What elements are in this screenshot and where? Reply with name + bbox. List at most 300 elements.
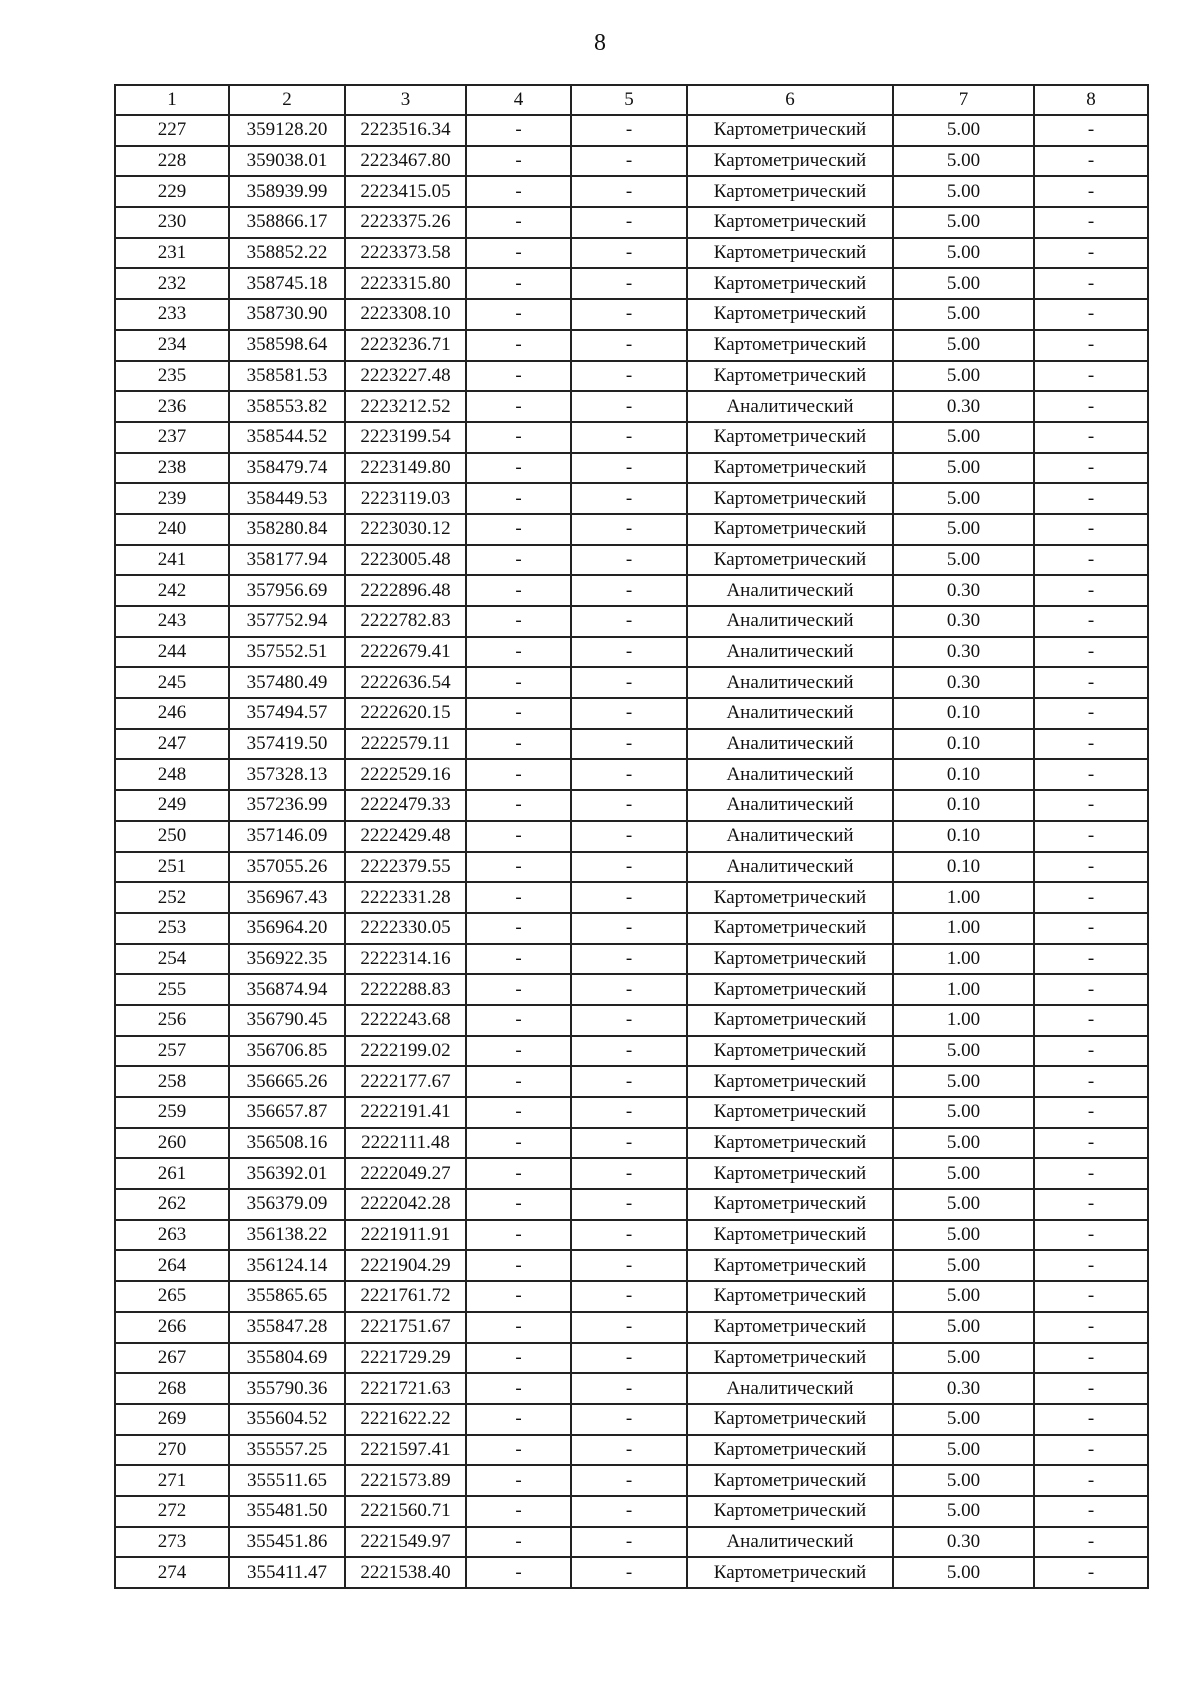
table-cell: - bbox=[571, 790, 687, 821]
table-cell: - bbox=[571, 944, 687, 975]
column-header: 7 bbox=[893, 85, 1034, 115]
table-cell: 2223516.34 bbox=[345, 115, 466, 146]
table-cell: 2222049.27 bbox=[345, 1158, 466, 1189]
table-cell: Аналитический bbox=[687, 606, 893, 637]
table-cell: 2222429.48 bbox=[345, 821, 466, 852]
table-cell: 357236.99 bbox=[229, 790, 345, 821]
table-cell: 0.10 bbox=[893, 698, 1034, 729]
table-cell: Картометрический bbox=[687, 882, 893, 913]
table-cell: Аналитический bbox=[687, 729, 893, 760]
table-cell: - bbox=[466, 361, 571, 392]
table-cell: - bbox=[466, 514, 571, 545]
column-header: 5 bbox=[571, 85, 687, 115]
table-cell: 2223375.26 bbox=[345, 207, 466, 238]
table-cell: 356790.45 bbox=[229, 1005, 345, 1036]
table-row bbox=[115, 1281, 1148, 1312]
table-row bbox=[115, 1312, 1148, 1343]
table-cell: - bbox=[466, 545, 571, 576]
table-cell: 249 bbox=[115, 790, 229, 821]
table-cell: - bbox=[571, 1158, 687, 1189]
table-cell: - bbox=[1034, 944, 1148, 975]
coordinates-table bbox=[114, 84, 1149, 1589]
table-cell: - bbox=[1034, 729, 1148, 760]
table-row bbox=[115, 1189, 1148, 1220]
table-cell: 5.00 bbox=[893, 1312, 1034, 1343]
table-cell: 268 bbox=[115, 1373, 229, 1404]
table-cell: Картометрический bbox=[687, 1281, 893, 1312]
table-cell: 0.10 bbox=[893, 729, 1034, 760]
table-row bbox=[115, 1527, 1148, 1558]
table-row bbox=[115, 1373, 1148, 1404]
table-cell: 5.00 bbox=[893, 146, 1034, 177]
table-cell: 355804.69 bbox=[229, 1343, 345, 1374]
table-cell: - bbox=[1034, 1435, 1148, 1466]
table-cell: - bbox=[571, 391, 687, 422]
table-cell: - bbox=[466, 268, 571, 299]
table-row bbox=[115, 361, 1148, 392]
table-cell: 244 bbox=[115, 637, 229, 668]
table-cell: Картометрический bbox=[687, 1189, 893, 1220]
table-cell: 231 bbox=[115, 238, 229, 269]
table-cell: - bbox=[571, 1496, 687, 1527]
table-cell: Аналитический bbox=[687, 759, 893, 790]
table-cell: - bbox=[466, 1036, 571, 1067]
table-cell: - bbox=[1034, 207, 1148, 238]
table-cell: - bbox=[466, 637, 571, 668]
table-cell: - bbox=[466, 1066, 571, 1097]
table-row bbox=[115, 1005, 1148, 1036]
table-cell: - bbox=[466, 1189, 571, 1220]
table-cell: 0.30 bbox=[893, 606, 1034, 637]
table-cell: - bbox=[466, 1527, 571, 1558]
table-cell: - bbox=[571, 1465, 687, 1496]
table-cell: Аналитический bbox=[687, 1373, 893, 1404]
table-cell: - bbox=[466, 1465, 571, 1496]
table-cell: 356874.94 bbox=[229, 974, 345, 1005]
table-cell: - bbox=[466, 882, 571, 913]
table-row bbox=[115, 1220, 1148, 1251]
table-row bbox=[115, 1158, 1148, 1189]
table-cell: - bbox=[571, 882, 687, 913]
table-row bbox=[115, 1557, 1148, 1588]
table-cell: Картометрический bbox=[687, 1066, 893, 1097]
table-cell: 239 bbox=[115, 483, 229, 514]
table-row bbox=[115, 1066, 1148, 1097]
table-cell: - bbox=[1034, 759, 1148, 790]
table-cell: - bbox=[466, 1128, 571, 1159]
table-cell: Аналитический bbox=[687, 667, 893, 698]
table-cell: 237 bbox=[115, 422, 229, 453]
column-header: 8 bbox=[1034, 85, 1148, 115]
table-cell: - bbox=[466, 115, 571, 146]
table-cell: 355790.36 bbox=[229, 1373, 345, 1404]
table-cell: 357328.13 bbox=[229, 759, 345, 790]
table-row bbox=[115, 1496, 1148, 1527]
table-cell: 0.10 bbox=[893, 790, 1034, 821]
table-cell: 259 bbox=[115, 1097, 229, 1128]
table-cell: 2221911.91 bbox=[345, 1220, 466, 1251]
table-cell: 2222331.28 bbox=[345, 882, 466, 913]
table-cell: 261 bbox=[115, 1158, 229, 1189]
table-cell: 273 bbox=[115, 1527, 229, 1558]
table-cell: Картометрический bbox=[687, 1557, 893, 1588]
table-row bbox=[115, 1404, 1148, 1435]
table-cell: - bbox=[1034, 1312, 1148, 1343]
table-cell: - bbox=[1034, 1036, 1148, 1067]
table-cell: 274 bbox=[115, 1557, 229, 1588]
table-cell: - bbox=[466, 1496, 571, 1527]
table-cell: - bbox=[466, 1557, 571, 1588]
table-cell: 2221622.22 bbox=[345, 1404, 466, 1435]
table-cell: Картометрический bbox=[687, 330, 893, 361]
table-cell: - bbox=[466, 207, 571, 238]
table-cell: - bbox=[1034, 422, 1148, 453]
table-row bbox=[115, 944, 1148, 975]
table-cell: Картометрический bbox=[687, 453, 893, 484]
table-cell: 2222199.02 bbox=[345, 1036, 466, 1067]
table-cell: 358177.94 bbox=[229, 545, 345, 576]
table-cell: - bbox=[571, 483, 687, 514]
table-row bbox=[115, 698, 1148, 729]
table-cell: Аналитический bbox=[687, 637, 893, 668]
table-cell: - bbox=[1034, 514, 1148, 545]
table-cell: Картометрический bbox=[687, 1097, 893, 1128]
table-cell: 357552.51 bbox=[229, 637, 345, 668]
table-cell: 2222177.67 bbox=[345, 1066, 466, 1097]
table-cell: - bbox=[1034, 821, 1148, 852]
table-cell: - bbox=[571, 1435, 687, 1466]
table-cell: - bbox=[571, 1527, 687, 1558]
table-cell: Аналитический bbox=[687, 790, 893, 821]
table-cell: 2222529.16 bbox=[345, 759, 466, 790]
table-cell: 2222379.55 bbox=[345, 852, 466, 883]
table-cell: 5.00 bbox=[893, 1343, 1034, 1374]
table-cell: 252 bbox=[115, 882, 229, 913]
table-cell: 5.00 bbox=[893, 238, 1034, 269]
table-cell: 251 bbox=[115, 852, 229, 883]
table-cell: 5.00 bbox=[893, 1066, 1034, 1097]
table-cell: - bbox=[466, 1312, 571, 1343]
table-cell: - bbox=[466, 852, 571, 883]
table-cell: 254 bbox=[115, 944, 229, 975]
table-cell: - bbox=[1034, 1220, 1148, 1251]
table-cell: - bbox=[466, 944, 571, 975]
table-cell: - bbox=[1034, 146, 1148, 177]
table-cell: 5.00 bbox=[893, 330, 1034, 361]
table-cell: - bbox=[466, 1404, 571, 1435]
table-cell: 230 bbox=[115, 207, 229, 238]
table-cell: Картометрический bbox=[687, 238, 893, 269]
table-cell: 358544.52 bbox=[229, 422, 345, 453]
table-cell: - bbox=[466, 1343, 571, 1374]
table-cell: - bbox=[1034, 1465, 1148, 1496]
table-cell: 2221549.97 bbox=[345, 1527, 466, 1558]
table-row bbox=[115, 637, 1148, 668]
table-cell: 356706.85 bbox=[229, 1036, 345, 1067]
table-cell: Картометрический bbox=[687, 944, 893, 975]
table-row bbox=[115, 1128, 1148, 1159]
table-cell: 265 bbox=[115, 1281, 229, 1312]
table-row bbox=[115, 1465, 1148, 1496]
table-cell: 355411.47 bbox=[229, 1557, 345, 1588]
table-cell: 246 bbox=[115, 698, 229, 729]
table-row bbox=[115, 575, 1148, 606]
table-cell: 2222111.48 bbox=[345, 1128, 466, 1159]
table-cell: 266 bbox=[115, 1312, 229, 1343]
table-cell: - bbox=[571, 1281, 687, 1312]
table-cell: - bbox=[571, 637, 687, 668]
table-cell: - bbox=[571, 545, 687, 576]
table-cell: 0.10 bbox=[893, 821, 1034, 852]
table-cell: 5.00 bbox=[893, 453, 1034, 484]
table-cell: Аналитический bbox=[687, 821, 893, 852]
table-cell: - bbox=[571, 698, 687, 729]
table-cell: 356392.01 bbox=[229, 1158, 345, 1189]
table-cell: 2222330.05 bbox=[345, 913, 466, 944]
table-cell: 357752.94 bbox=[229, 606, 345, 637]
table-cell: - bbox=[466, 453, 571, 484]
table-cell: 233 bbox=[115, 299, 229, 330]
table-cell: 2222479.33 bbox=[345, 790, 466, 821]
table-cell: Картометрический bbox=[687, 514, 893, 545]
table-cell: - bbox=[1034, 299, 1148, 330]
table-cell: - bbox=[1034, 913, 1148, 944]
table-cell: 241 bbox=[115, 545, 229, 576]
table-cell: - bbox=[571, 514, 687, 545]
table-cell: - bbox=[1034, 1005, 1148, 1036]
table-row bbox=[115, 115, 1148, 146]
table-cell: 358866.17 bbox=[229, 207, 345, 238]
table-cell: 356967.43 bbox=[229, 882, 345, 913]
table-row bbox=[115, 1250, 1148, 1281]
table-cell: 5.00 bbox=[893, 1036, 1034, 1067]
table-cell: 2223199.54 bbox=[345, 422, 466, 453]
table-cell: - bbox=[1034, 1496, 1148, 1527]
table-cell: 229 bbox=[115, 176, 229, 207]
table-cell: 5.00 bbox=[893, 1097, 1034, 1128]
table-cell: - bbox=[1034, 545, 1148, 576]
table-row bbox=[115, 974, 1148, 1005]
table-cell: 355865.65 bbox=[229, 1281, 345, 1312]
table-cell: 2221729.29 bbox=[345, 1343, 466, 1374]
table-cell: 5.00 bbox=[893, 115, 1034, 146]
table-cell: 358939.99 bbox=[229, 176, 345, 207]
column-header: 3 bbox=[345, 85, 466, 115]
table-cell: 359128.20 bbox=[229, 115, 345, 146]
table-cell: 2223415.05 bbox=[345, 176, 466, 207]
table-row bbox=[115, 606, 1148, 637]
table-row bbox=[115, 268, 1148, 299]
table-row bbox=[115, 207, 1148, 238]
page-number: 8 bbox=[594, 30, 606, 56]
table-cell: - bbox=[1034, 637, 1148, 668]
table-cell: 358449.53 bbox=[229, 483, 345, 514]
table-cell: - bbox=[571, 1250, 687, 1281]
table-cell: 356964.20 bbox=[229, 913, 345, 944]
table-cell: 2223119.03 bbox=[345, 483, 466, 514]
table-header-row bbox=[115, 85, 1148, 115]
table-cell: - bbox=[571, 1036, 687, 1067]
table-cell: 2221721.63 bbox=[345, 1373, 466, 1404]
table-cell: 2223315.80 bbox=[345, 268, 466, 299]
table-cell: 355481.50 bbox=[229, 1496, 345, 1527]
table-cell: 5.00 bbox=[893, 1435, 1034, 1466]
table-cell: 2223308.10 bbox=[345, 299, 466, 330]
table-cell: - bbox=[571, 299, 687, 330]
table-cell: - bbox=[571, 821, 687, 852]
table-cell: - bbox=[1034, 176, 1148, 207]
column-header: 4 bbox=[466, 85, 571, 115]
table-cell: - bbox=[571, 1005, 687, 1036]
table-cell: Картометрический bbox=[687, 974, 893, 1005]
table-cell: 357480.49 bbox=[229, 667, 345, 698]
table-cell: 358598.64 bbox=[229, 330, 345, 361]
table-cell: - bbox=[571, 176, 687, 207]
table-cell: 242 bbox=[115, 575, 229, 606]
table-cell: 356657.87 bbox=[229, 1097, 345, 1128]
table-cell: 358280.84 bbox=[229, 514, 345, 545]
table-cell: 2221751.67 bbox=[345, 1312, 466, 1343]
table-row bbox=[115, 1097, 1148, 1128]
table-row bbox=[115, 299, 1148, 330]
table-cell: - bbox=[466, 1281, 571, 1312]
table-row bbox=[115, 1036, 1148, 1067]
column-header: 2 bbox=[229, 85, 345, 115]
table-cell: 2223149.80 bbox=[345, 453, 466, 484]
table-cell: 1.00 bbox=[893, 1005, 1034, 1036]
table-cell: 356124.14 bbox=[229, 1250, 345, 1281]
table-row bbox=[115, 176, 1148, 207]
table-cell: - bbox=[571, 974, 687, 1005]
table-cell: - bbox=[466, 913, 571, 944]
table-cell: 1.00 bbox=[893, 913, 1034, 944]
table-cell: 2223373.58 bbox=[345, 238, 466, 269]
table-cell: Аналитический bbox=[687, 391, 893, 422]
table-cell: - bbox=[1034, 483, 1148, 514]
table-cell: 0.30 bbox=[893, 667, 1034, 698]
table-cell: - bbox=[466, 1005, 571, 1036]
table-cell: 2222636.54 bbox=[345, 667, 466, 698]
table-cell: - bbox=[466, 974, 571, 1005]
table-cell: 2222042.28 bbox=[345, 1189, 466, 1220]
table-cell: 0.30 bbox=[893, 1373, 1034, 1404]
table-cell: - bbox=[466, 667, 571, 698]
table-cell: 5.00 bbox=[893, 1250, 1034, 1281]
table-cell: - bbox=[466, 790, 571, 821]
table-cell: 262 bbox=[115, 1189, 229, 1220]
table-cell: 5.00 bbox=[893, 361, 1034, 392]
table-cell: - bbox=[466, 483, 571, 514]
table-cell: 5.00 bbox=[893, 422, 1034, 453]
table-cell: 228 bbox=[115, 146, 229, 177]
table-cell: - bbox=[571, 207, 687, 238]
table-cell: 357419.50 bbox=[229, 729, 345, 760]
table-cell: - bbox=[1034, 330, 1148, 361]
table-cell: 238 bbox=[115, 453, 229, 484]
table-cell: 5.00 bbox=[893, 176, 1034, 207]
table-cell: - bbox=[571, 268, 687, 299]
table-cell: - bbox=[1034, 391, 1148, 422]
table-row bbox=[115, 729, 1148, 760]
table-cell: Картометрический bbox=[687, 361, 893, 392]
table-cell: 243 bbox=[115, 606, 229, 637]
table-cell: 355511.65 bbox=[229, 1465, 345, 1496]
table-cell: - bbox=[466, 146, 571, 177]
table-cell: - bbox=[466, 1373, 571, 1404]
table-cell: Картометрический bbox=[687, 1128, 893, 1159]
table-cell: - bbox=[466, 606, 571, 637]
table-cell: 2222314.16 bbox=[345, 944, 466, 975]
table-cell: Картометрический bbox=[687, 545, 893, 576]
table-cell: - bbox=[1034, 1128, 1148, 1159]
table-row bbox=[115, 238, 1148, 269]
table-row bbox=[115, 882, 1148, 913]
table-row bbox=[115, 453, 1148, 484]
table-cell: Картометрический bbox=[687, 1220, 893, 1251]
table-cell: 2222243.68 bbox=[345, 1005, 466, 1036]
table-cell: - bbox=[466, 821, 571, 852]
table-cell: - bbox=[1034, 667, 1148, 698]
table-cell: 358745.18 bbox=[229, 268, 345, 299]
table-cell: - bbox=[466, 1097, 571, 1128]
table-cell: - bbox=[1034, 1527, 1148, 1558]
table-cell: Картометрический bbox=[687, 913, 893, 944]
table-cell: 0.10 bbox=[893, 759, 1034, 790]
table-row bbox=[115, 913, 1148, 944]
table-cell: Картометрический bbox=[687, 1158, 893, 1189]
table-cell: - bbox=[571, 1220, 687, 1251]
table-cell: - bbox=[466, 1435, 571, 1466]
table-row bbox=[115, 422, 1148, 453]
table-cell: Картометрический bbox=[687, 1312, 893, 1343]
table-cell: - bbox=[1034, 974, 1148, 1005]
table-cell: 5.00 bbox=[893, 545, 1034, 576]
table-body bbox=[115, 115, 1148, 1588]
table-cell: 2222288.83 bbox=[345, 974, 466, 1005]
table-cell: - bbox=[1034, 1066, 1148, 1097]
table-cell: 357055.26 bbox=[229, 852, 345, 883]
table-cell: Картометрический bbox=[687, 299, 893, 330]
table-row bbox=[115, 391, 1148, 422]
table-cell: 5.00 bbox=[893, 1465, 1034, 1496]
table-cell: - bbox=[1034, 453, 1148, 484]
table-cell: - bbox=[466, 176, 571, 207]
table-cell: 260 bbox=[115, 1128, 229, 1159]
table-cell: 0.30 bbox=[893, 391, 1034, 422]
table-cell: Картометрический bbox=[687, 1435, 893, 1466]
table-cell: - bbox=[466, 729, 571, 760]
table-cell: 235 bbox=[115, 361, 229, 392]
table-cell: 234 bbox=[115, 330, 229, 361]
table-cell: 1.00 bbox=[893, 974, 1034, 1005]
table-cell: - bbox=[1034, 882, 1148, 913]
table-cell: 5.00 bbox=[893, 268, 1034, 299]
table-cell: Картометрический bbox=[687, 483, 893, 514]
table-cell: 255 bbox=[115, 974, 229, 1005]
table-cell: - bbox=[1034, 1158, 1148, 1189]
table-cell: 358730.90 bbox=[229, 299, 345, 330]
table-cell: - bbox=[1034, 1343, 1148, 1374]
table-row bbox=[115, 1343, 1148, 1374]
table-cell: - bbox=[466, 422, 571, 453]
table-cell: 356665.26 bbox=[229, 1066, 345, 1097]
table-cell: 358553.82 bbox=[229, 391, 345, 422]
table-cell: - bbox=[1034, 1189, 1148, 1220]
table-row bbox=[115, 146, 1148, 177]
table-row bbox=[115, 759, 1148, 790]
table-cell: - bbox=[1034, 575, 1148, 606]
table-cell: - bbox=[571, 729, 687, 760]
